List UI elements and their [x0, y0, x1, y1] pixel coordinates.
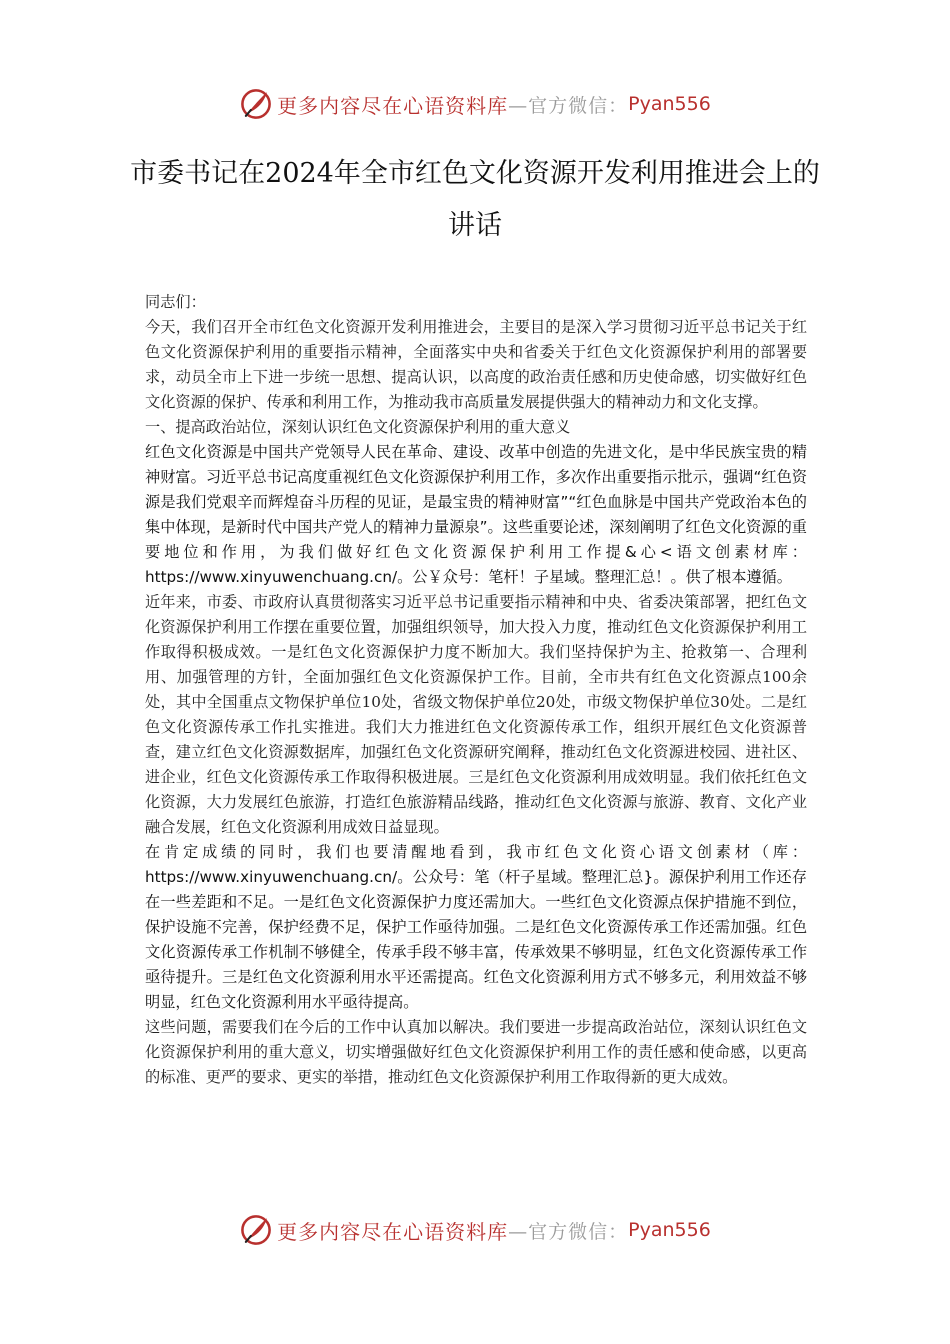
paragraph-conclusion: 这些问题，需要我们在今后的工作中认真加以解决。我们要进一步提高政治站位，深刻认识红色文化资源保护利用的重大意义，切实增强做好红色文化资源保护利用工作的责任感和使命感，以更高的标准、更严的要求、更实的举措，推动红色文化资源保护利用工作取得新的更大成效。 [145, 1018, 807, 1086]
paragraph-shortcomings: 在肯定成绩的同时，我们也要清醒地看到，我市红色文化资心语文创素材（库：https://www.xinyuwenchuang.cn/。公众号：笔（杆子星域。整理汇总}。源保护利用工作还存在一些差距和不足。一是红色文化资源保护力度还需加大。一些红色文化资源点保护措施不到位，保护设施不完善，保护经费不足，保护工作亟待加强。二是红色文化资源传承工作还需加强。红色文化资源传承工作机制不够健全，传承手段不够丰富，传承效果不够明显，红色文化资源传承工作亟待提升。三是红色文化资源利用水平还需提高。红色文化资源利用方式不够多元，利用效益不够明显，红色文化资源利用水平亟待提高。 [145, 843, 807, 1011]
banner-slogan: 更多内容尽在心语资料库 [277, 1219, 509, 1244]
banner-wechat-id: Pyan556 [628, 1219, 711, 1241]
quill-pen-icon [239, 87, 273, 121]
footer-watermark-banner [0, 1210, 950, 1250]
paragraph-intro: 今天，我们召开全市红色文化资源开发利用推进会，主要目的是深入学习贯彻习近平总书记关于红色文化资源保护利用的重要指示精神，全面落实中央和省委关于红色文化资源保护利用的部署要求，动员全市上下进一步统一思想、提高认识，以高度的政治责任感和历史使命感，切实做好红色文化资源的保护、传承和利用工作，为推动我市高质量发展提供强大的精神动力和文化支撑。 [145, 318, 807, 411]
banner-wechat-label: —官方微信： [508, 94, 629, 117]
paragraph-significance: 红色文化资源是中国共产党领导人民在革命、建设、改革中创造的先进文化，是中华民族宝贵的精神财富。习近平总书记高度重视红色文化资源保护利用工作，多次作出重要指示批示，强调“红色资源是我们党艰辛而辉煌奋斗历程的见证，是最宝贵的精神财富”“红色血脉是中国共产党政治本色的集中体现，是新时代中国共产党人的精神力量源泉”。这些重要论述，深刻阐明了红色文化资源的重要地位和作用，为我们做好红色文化资源保护利用工作提&心<语文创素材库：https://www.xinyuwenchuang.cn/。公￥众号：笔杆！子星域。整理汇总！。供了根本遵循。 [145, 443, 807, 586]
header-watermark-banner [0, 84, 950, 124]
quill-pen-icon [239, 1213, 273, 1247]
section-heading-1: 一、提高政治站位，深刻认识红色文化资源保护利用的重大意义 [145, 418, 571, 436]
document-body [145, 290, 807, 1090]
banner-wechat-id: Pyan556 [628, 93, 711, 115]
document-title: 市委书记在2024年全市红色文化资源开发利用推进会上的讲话 [130, 158, 820, 241]
banner-slogan: 更多内容尽在心语资料库 [277, 93, 509, 118]
paragraph-achievements: 近年来，市委、市政府认真贯彻落实习近平总书记重要指示精神和中央、省委决策部署，把红色文化资源保护利用工作摆在重要位置，加强组织领导，加大投入力度，推动红色文化资源保护利用工作取得积极成效。一是红色文化资源保护力度不断加大。我们坚持保护为主、抢救第一、合理利用、加强管理的方针，全面加强红色文化资源保护工作。目前，全市共有红色文化资源点100余处，其中全国重点文物保护单位10处，省级文物保护单位20处，市级文物保护单位30处。二是红色文化资源传承工作扎实推进。我们大力推进红色文化资源传承工作，组织开展红色文化资源普查，建立红色文化资源数据库，加强红色文化资源研究阐释，推动红色文化资源进校园、进社区、进企业，红色文化资源传承工作取得积极进展。三是红色文化资源利用成效明显。我们依托红色文化资源，大力发展红色旅游，打造红色旅游精品线路，推动红色文化资源与旅游、教育、文化产业融合发展，红色文化资源利用成效日益显现。 [145, 593, 807, 836]
banner-wechat-label: —官方微信： [508, 1220, 629, 1243]
paragraph-salutation: 同志们： [145, 293, 206, 311]
